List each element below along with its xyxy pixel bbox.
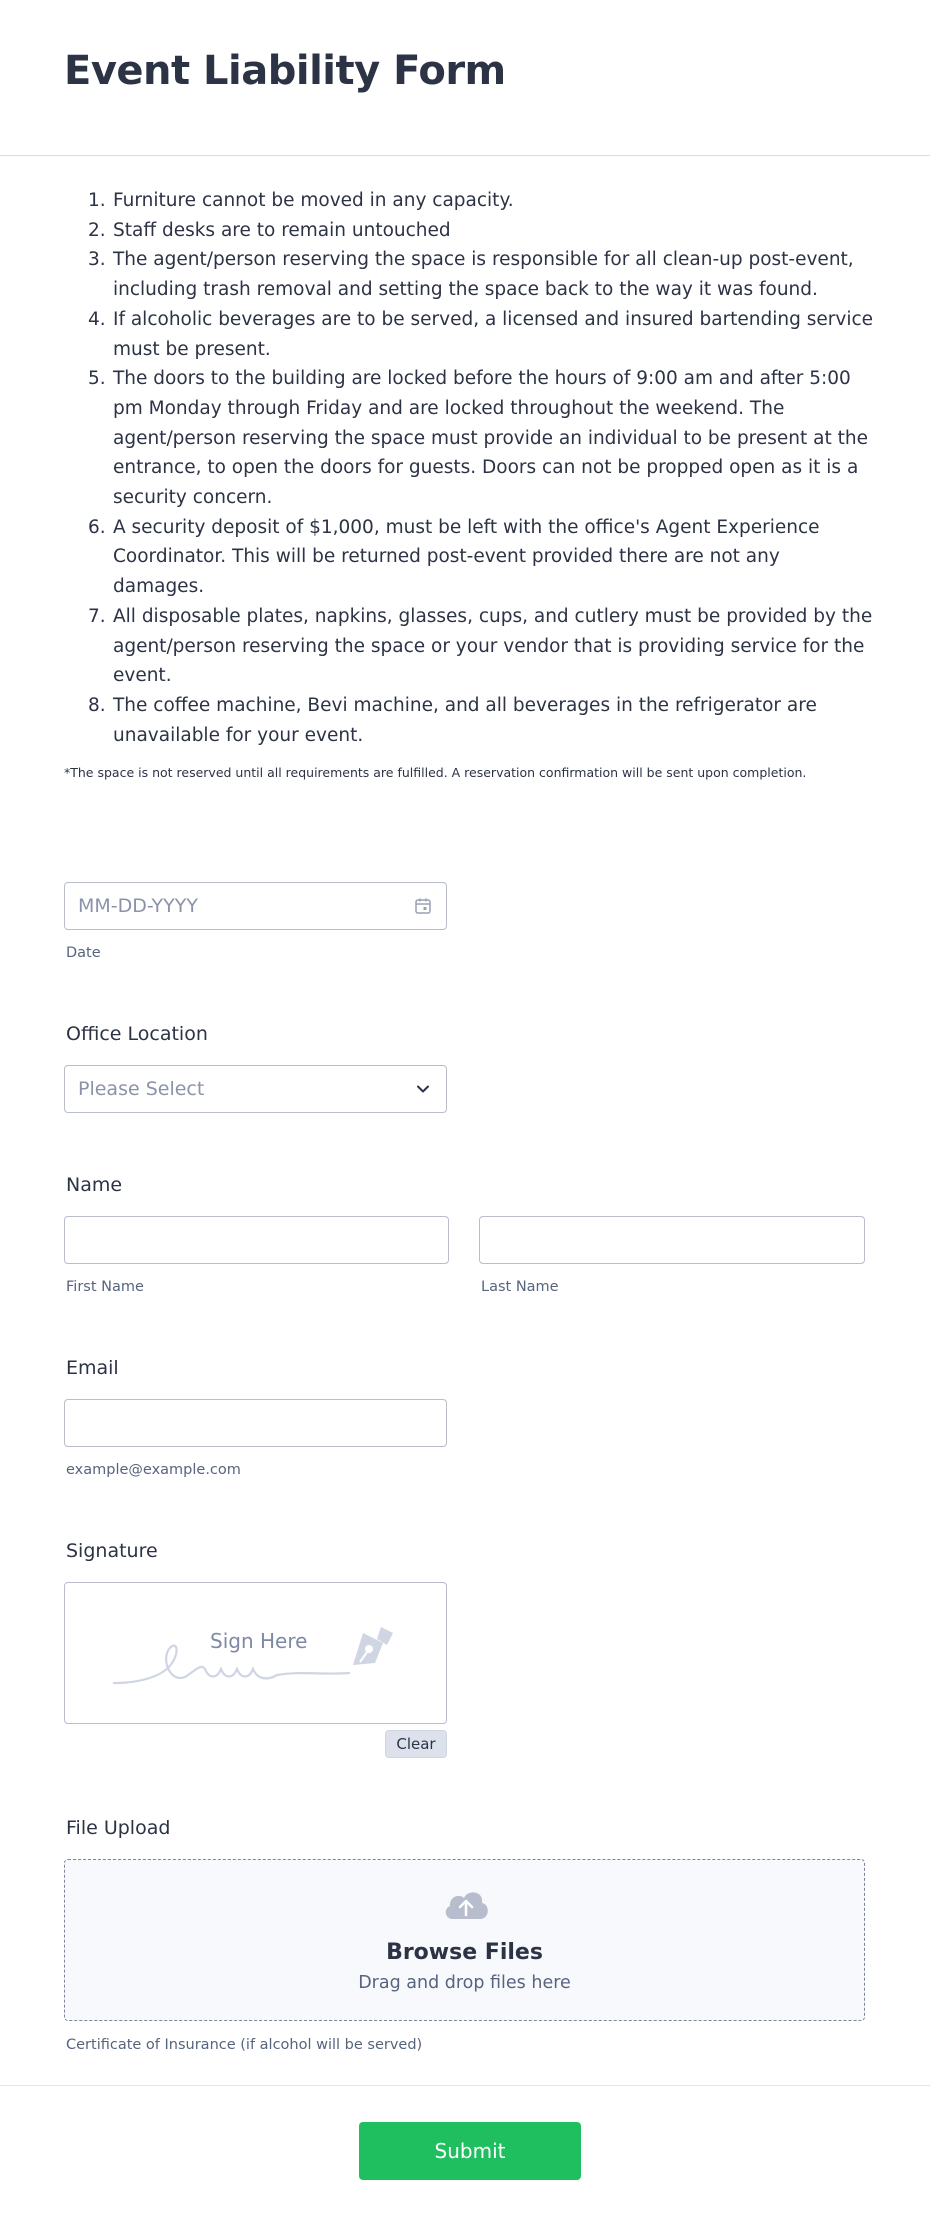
rule-item: [64, 305, 874, 364]
first-name-input[interactable]: [64, 1216, 449, 1264]
rule-text: The coffee machine, Bevi machine, and all beverages in the refrigerator are unavailable for your event.: [113, 694, 817, 746]
email-label: Email: [66, 1357, 119, 1379]
rules-list: [64, 186, 874, 750]
email-sublabel: example@example.com: [66, 1462, 241, 1478]
date-sublabel: Date: [66, 945, 101, 961]
rule-item: [64, 691, 874, 750]
form-title: Event Liability Form: [64, 48, 506, 94]
rule-text: A security deposit of $1,000, must be left with the office's Agent Experience Coordinator. This will be returned post-event provided there are not any damages.: [113, 516, 820, 598]
rule-text: Staff desks are to remain untouched: [113, 219, 451, 241]
pen-nib-icon: [349, 1625, 397, 1669]
file-upload-sublabel: Certificate of Insurance (if alcohol will be served): [66, 2037, 423, 2053]
rule-number: 5.: [88, 368, 106, 390]
last-name-input[interactable]: [479, 1216, 865, 1264]
rule-number: 7.: [88, 605, 106, 627]
rule-number: 2.: [88, 219, 106, 241]
file-dropzone[interactable]: [64, 1859, 865, 2021]
date-placeholder: MM-DD-YYYY: [78, 895, 198, 917]
reservation-note: *The space is not reserved until all requirements are fulfilled. A reservation confirmation will be sent upon completion.: [64, 765, 807, 780]
date-input[interactable]: [64, 882, 447, 930]
last-name-sublabel: Last Name: [481, 1279, 559, 1295]
chevron-down-icon: [414, 1080, 432, 1098]
rule-item: [64, 245, 874, 304]
rule-item: [64, 186, 874, 216]
form-header: [0, 0, 930, 156]
rule-item: [64, 513, 874, 602]
rule-number: 8.: [88, 694, 106, 716]
signature-placeholder: Sign Here: [210, 1629, 308, 1653]
calendar-icon[interactable]: [414, 897, 432, 915]
email-input[interactable]: [64, 1399, 447, 1447]
signature-label: Signature: [66, 1540, 158, 1562]
first-name-sublabel: First Name: [66, 1279, 144, 1295]
rule-text: The agent/person reserving the space is responsible for all clean-up post-event, including trash removal and setting the space back to the way it was found.: [113, 249, 854, 301]
cloud-upload-icon: [441, 1885, 491, 1925]
rule-item: [64, 364, 874, 513]
rule-text: The doors to the building are locked before the hours of 9:00 am and after 5:00 pm Monday through Friday and are locked throughout the weekend. The agent/person reserving the space must provide an individual to be present at the entrance, to open the doors for guests. Doors can not be propped open as it is a security concern.: [113, 368, 868, 509]
drag-drop-text: Drag and drop files here: [358, 1973, 571, 1993]
footer-divider: [0, 2085, 930, 2086]
signature-pad[interactable]: [64, 1582, 447, 1724]
rule-number: 4.: [88, 308, 106, 330]
rule-text: All disposable plates, napkins, glasses, cups, and cutlery must be provided by the agent/person reserving the space or your vendor that is providing service for the event.: [113, 605, 873, 687]
file-upload-label: File Upload: [66, 1817, 171, 1839]
name-label: Name: [66, 1174, 123, 1196]
rule-text: If alcoholic beverages are to be served, a licensed and insured bartending service must be present.: [113, 308, 874, 360]
rule-number: 1.: [88, 190, 106, 211]
office-location-placeholder: Please Select: [78, 1078, 205, 1100]
rule-item: [64, 216, 874, 246]
browse-files-label[interactable]: Browse Files: [386, 1940, 543, 1965]
office-location-label: Office Location: [66, 1023, 208, 1045]
submit-button[interactable]: Submit: [359, 2122, 581, 2180]
office-location-select[interactable]: [64, 1065, 447, 1113]
rule-item: [64, 602, 874, 691]
clear-signature-button[interactable]: Clear: [385, 1730, 447, 1758]
rule-text: Furniture cannot be moved in any capacity.: [113, 190, 514, 211]
rule-number: 6.: [88, 516, 106, 538]
rule-number: 3.: [88, 249, 106, 271]
